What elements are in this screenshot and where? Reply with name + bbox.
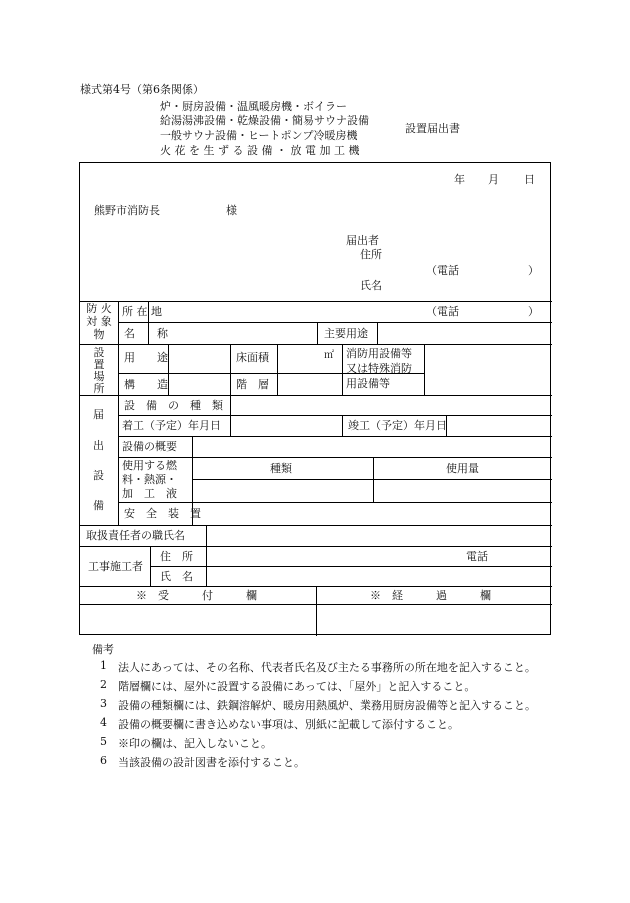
fuel-label-line-1: 使用する燃 bbox=[122, 459, 177, 472]
equipment-line-3: 一般サウナ設備・ヒートポンプ冷暖房機 bbox=[160, 129, 358, 142]
form-table bbox=[79, 162, 551, 635]
place-group-line-2: 置 bbox=[93, 358, 105, 371]
fuel-amount-header: 使用量 bbox=[446, 462, 479, 475]
note-2-number: 2 bbox=[100, 678, 107, 691]
applicant-label: 届出者 bbox=[346, 234, 379, 247]
note-5-number: 5 bbox=[100, 735, 107, 748]
target-name-label: 名 称 bbox=[124, 327, 168, 340]
place-group-line-4: 所 bbox=[93, 382, 105, 395]
place-area-unit: ㎡ bbox=[324, 350, 334, 361]
place-structure-label: 構 造 bbox=[124, 378, 168, 391]
equipment-group-line-2: 出 bbox=[93, 439, 104, 452]
fuel-label-line-3: 加 工 液 bbox=[122, 487, 177, 500]
target-group-line-1: 防 火 bbox=[86, 302, 112, 315]
contractor-phone-label: 電話 bbox=[466, 550, 488, 563]
note-5-text: ※印の欄は、記入しないこと。 bbox=[118, 737, 272, 750]
note-4-number: 4 bbox=[100, 716, 107, 729]
equipment-group-line-4: 備 bbox=[93, 499, 104, 512]
date-day-label: 日 bbox=[524, 173, 535, 186]
place-fire-equipment-line-1: 消防用設備等 bbox=[346, 347, 412, 360]
equipment-group-line-3: 設 bbox=[93, 469, 104, 482]
equipment-line-1: 炉・厨房設備・温風暖房機・ボイラー bbox=[160, 100, 347, 113]
document-title: 設置届出書 bbox=[405, 122, 460, 135]
manager-label: 取扱責任者の職氏名 bbox=[86, 529, 185, 542]
equipment-group-line-1: 届 bbox=[93, 408, 104, 421]
applicant-phone-open: （電話 bbox=[426, 264, 459, 277]
equipment-kind-label: 設 備 の 種 類 bbox=[124, 399, 223, 412]
place-floor-label: 階 層 bbox=[236, 378, 269, 391]
applicant-phone-close: ） bbox=[528, 264, 539, 277]
honorific: 様 bbox=[226, 204, 237, 217]
addressee: 熊野市消防長 bbox=[94, 204, 160, 217]
safety-device-label: 安 全 装 置 bbox=[124, 507, 201, 520]
note-1-number: 1 bbox=[100, 659, 107, 672]
equipment-line-4: 火 花 を 生 ず る 設 備 ・ 放 電 加 工 機 bbox=[160, 144, 360, 157]
form-number: 様式第4号（第6条関係） bbox=[80, 83, 204, 96]
place-floor-area-label: 床面積 bbox=[236, 351, 269, 364]
equipment-overview-label: 設備の概要 bbox=[122, 440, 177, 453]
receipt-column-header: ※ 受 付 欄 bbox=[136, 589, 257, 602]
notes-heading: 備考 bbox=[92, 643, 114, 656]
note-4-text: 設備の概要欄に書き込めない事項は、別紙に記載して添付すること。 bbox=[118, 718, 459, 731]
start-date-label: 着工（予定）年月日 bbox=[122, 419, 221, 432]
applicant-name-label: 氏名 bbox=[360, 279, 382, 292]
place-group-label bbox=[80, 347, 118, 395]
fuel-kind-header: 種類 bbox=[270, 462, 292, 475]
date-month-label: 月 bbox=[488, 173, 499, 186]
target-phone-close: ） bbox=[528, 305, 539, 318]
target-group-line-3: 物 bbox=[93, 328, 105, 341]
place-fire-equipment-line-2: 又は特殊消防 bbox=[346, 362, 412, 375]
target-main-use-label: 主要用途 bbox=[324, 327, 368, 340]
place-group-line-1: 設 bbox=[93, 346, 105, 359]
applicant-address-label: 住所 bbox=[360, 248, 382, 261]
target-group-line-2: 対 象 bbox=[86, 315, 112, 328]
fuel-label-line-2: 料・熱源・ bbox=[122, 473, 177, 486]
target-group-label bbox=[80, 301, 118, 341]
target-phone-open: （電話 bbox=[426, 305, 459, 318]
contractor-address-label: 住 所 bbox=[160, 550, 193, 563]
place-fire-equipment-line-3: 用設備等 bbox=[346, 377, 390, 390]
contractor-label: 工事施工者 bbox=[88, 560, 143, 573]
progress-column-header: ※ 経 過 欄 bbox=[370, 589, 491, 602]
target-location-label: 所 在 地 bbox=[122, 305, 162, 318]
note-3-text: 設備の種類欄には、鉄鋼溶解炉、暖房用熱風炉、業務用厨房設備等と記入すること。 bbox=[118, 699, 536, 712]
equipment-line-2: 給湯湯沸設備・乾燥設備・簡易サウナ設備 bbox=[160, 114, 369, 127]
note-6-text: 当該設備の設計図書を添付すること。 bbox=[118, 756, 305, 769]
place-use-label: 用 途 bbox=[124, 351, 168, 364]
contractor-name-label: 氏 名 bbox=[160, 570, 193, 583]
note-1-text: 法人にあっては、その名称、代表者氏名及び主たる事務所の所在地を記入すること。 bbox=[118, 661, 536, 674]
note-2-text: 階層欄には、屋外に設置する設備にあっては、「屋外」と記入すること。 bbox=[118, 680, 476, 693]
place-group-line-3: 場 bbox=[93, 370, 105, 383]
completion-date-label: 竣工（予定）年月日 bbox=[348, 419, 447, 432]
note-3-number: 3 bbox=[100, 697, 107, 710]
date-year-label: 年 bbox=[454, 173, 465, 186]
note-6-number: 6 bbox=[100, 754, 107, 767]
